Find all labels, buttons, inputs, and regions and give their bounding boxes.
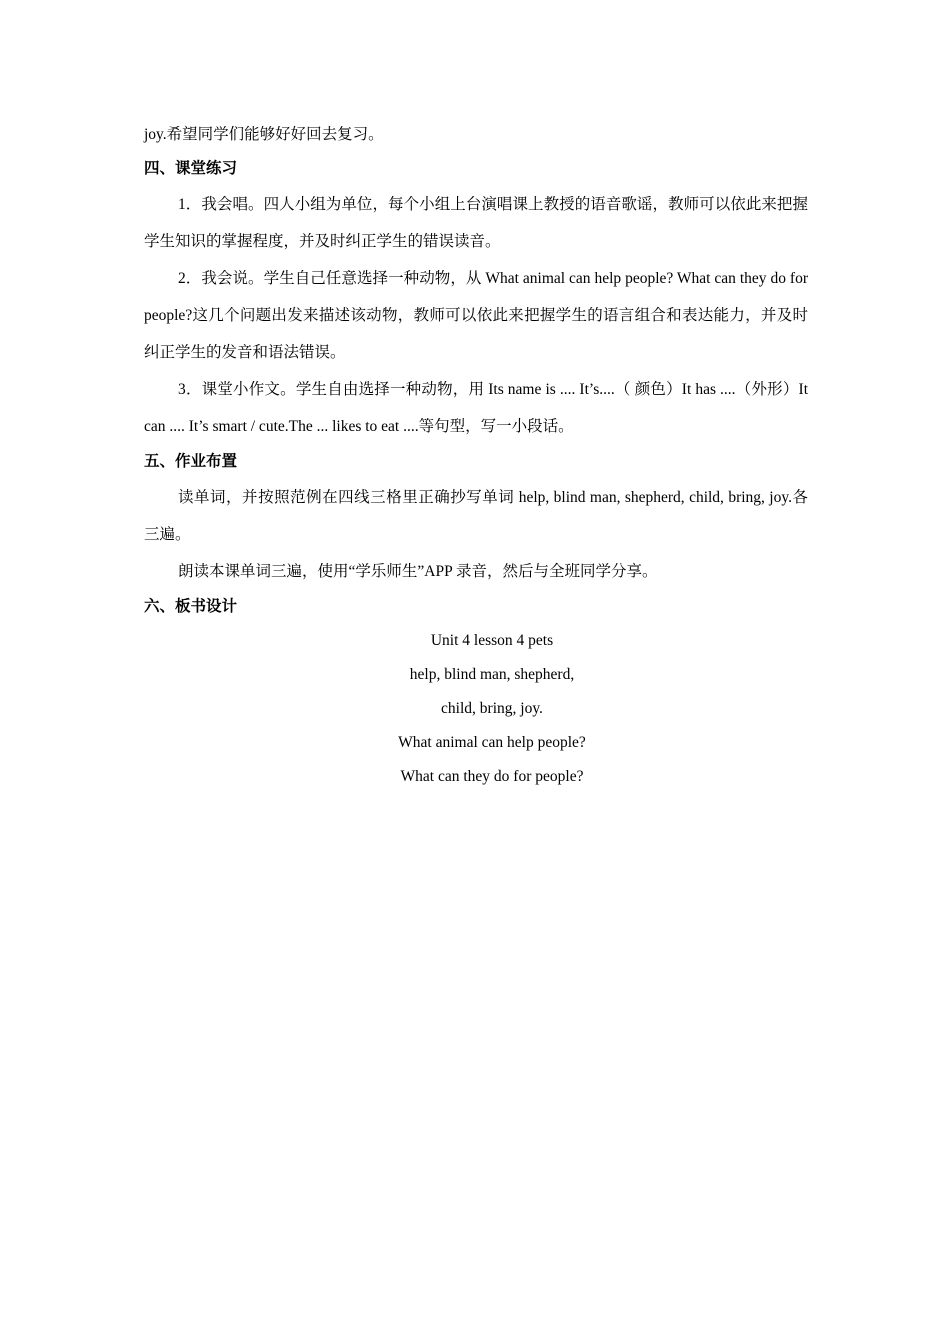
homework-item-2: 朗读本课单词三遍，使用“学乐师生”APP 录音，然后与全班同学分享。 <box>178 563 658 580</box>
section-5-heading: 五、作业布置 <box>144 453 238 470</box>
board-line: Unit 4 lesson 4 pets <box>430 632 554 649</box>
board-design <box>144 624 840 794</box>
board-line: What can they do for people? <box>400 768 584 785</box>
intro-line: joy.希望同学们能够好好回去复习。 <box>144 126 384 143</box>
board-line: help, blind man, shepherd, <box>409 666 575 683</box>
document-body <box>144 118 808 794</box>
board-line: child, bring, joy. <box>441 700 543 717</box>
section-6-heading: 六、板书设计 <box>144 598 238 615</box>
exercise-item-1: 1．我会唱。四人小组为单位，每个小组上台演唱课上教授的语音歌谣，教师可以依此来把握学生知识的掌握程度，并及时纠正学生的错误读音。 <box>144 196 808 250</box>
exercise-item-2: 2．我会说。学生自己任意选择一种动物，从 What animal can help people? What can they do for people?这几个问题出发来描述该动物，教师可以依此来把握学生的语言组合和表达能力，并及时纠正学生的发音和语法错误。 <box>144 270 808 361</box>
exercise-item-3: 3．课堂小作文。学生自由选择一种动物，用 Its name is .... It’s....（ 颜色）It has ....（外形）It can .... It’s smart / cute.The ... likes to eat ....等句型，写一小段话。 <box>144 381 808 435</box>
homework-item-1: 读单词，并按照范例在四线三格里正确抄写单词 help, blind man, shepherd, child, bring, joy.各三遍。 <box>144 489 808 543</box>
section-4-heading: 四、课堂练习 <box>144 160 238 177</box>
board-line: What animal can help people? <box>398 734 586 751</box>
